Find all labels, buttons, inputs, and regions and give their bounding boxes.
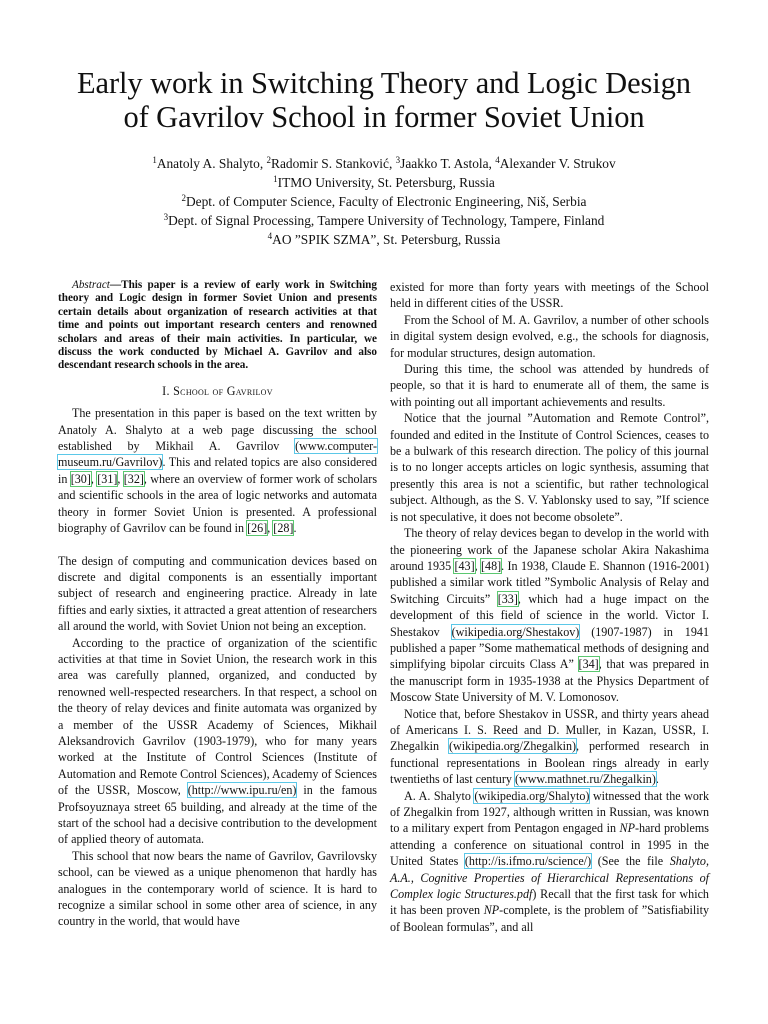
citation-28[interactable]: [28] bbox=[273, 521, 294, 536]
paragraph: Notice that, before Shestakov in USSR, and thirty years ahead of Americans I. S. Reed and D. Muller, in Kazan, USSR, I. Zhegalkin (wikipedia.org/Zhegalkin), performed research in functional representations in Boolean rings already in early twentieths of last century (www.mathnet.ru/Zhegalkin). bbox=[390, 706, 709, 787]
affiliation-4: $^4$AO ”SPIK SZMA”, St. Petersburg, Russia bbox=[267, 231, 501, 247]
citation-34[interactable]: [34] bbox=[578, 657, 599, 672]
citation-30[interactable]: [30] bbox=[70, 471, 91, 486]
citation-32[interactable]: [32] bbox=[123, 471, 144, 486]
citation-43[interactable]: [43] bbox=[454, 558, 475, 573]
paragraph: During this time, the school was attended by hundreds of people, so that it is hard to enumerate all of them, the same is with pointing out all important achievements and results. bbox=[390, 362, 709, 409]
right-column bbox=[390, 279, 709, 935]
paragraph: This school that now bears the name of Gavrilov, Gavrilovsky school, can be viewed as a unique phenomenon that hardly has analogues in the contemporary world of science. It is hard to recognize a similar school in some other area of science, in any country in the world, that would have bbox=[58, 848, 377, 929]
title-line-2: of Gavrilov School in former Soviet Union bbox=[123, 100, 645, 134]
link-ifmo-science[interactable]: (http://is.ifmo.ru/science/) bbox=[464, 854, 592, 869]
section-heading: I. School of Gavrilov bbox=[162, 383, 273, 398]
link-wikipedia-shestakov[interactable]: (wikipedia.org/Shestakov) bbox=[451, 624, 580, 639]
abstract: Abstract—This paper is a review of early work in Switching theory and Logic design in former Soviet Union and presents certain details about organization of research activities at that time and points out important research centers and renowned scholars and areas of their main activities. In particular, we discuss the work conducted by Michael A. Gavrilov and also descendant research schools in the area. bbox=[58, 279, 377, 372]
paragraph-gap bbox=[58, 537, 377, 553]
citation-33[interactable]: [33] bbox=[497, 591, 518, 606]
file-reference: Shalyto, A.A., Cognitive Properties of Hierarchical Representations of Complex logic Structures.pdf bbox=[390, 854, 709, 902]
affiliation-1: $^1$ITMO University, St. Petersburg, Russia bbox=[273, 174, 495, 190]
paper-title bbox=[0, 66, 768, 134]
link-mathnet-zhegalkin[interactable]: (www.mathnet.ru/Zhegalkin) bbox=[514, 772, 656, 787]
math-np: NP bbox=[483, 903, 500, 918]
paragraph: From the School of M. A. Gavrilov, a number of other schools in digital system design evolved, e.g., the schools for diagnosis, for modular structures, design automation. bbox=[390, 312, 709, 360]
affiliation-3: $^3$Dept. of Signal Processing, Tampere University of Technology, Tampere, Finland bbox=[163, 212, 605, 228]
link-wikipedia-zhegalkin[interactable]: (wikipedia.org/Zhegalkin) bbox=[448, 739, 577, 754]
abstract-label: Abstract bbox=[72, 279, 110, 291]
paragraph: A. A. Shalyto (wikipedia.org/Shalyto) witnessed that the work of Zhegalkin from 1927, although written in Russian, was known to a military expert from Pentagon engaged in NP-hard problems attending a conference on situational control in 1995 in the United States (http://is.ifmo.ru/science/) (See the file Shalyto, A.A., Cognitive Properties of Hierarchical Representations of Complex logic Structures.pdf) Recall that the first task for which it has been proven NP-complete, is the problem of ”Satisfiability of Boolean formulas”, and all bbox=[390, 788, 709, 934]
paragraph: According to the practice of organization of the scientific activities at that time in Soviet Union, the research work in this area was carefully planned, organized, and conducted by renowned well-respected researchers. In that respect, a school on the theory of relay devices and finite automata was organized by a member of the USSR Academy of Sciences, Mikhail Aleksandrovich Gavrilov (1903-1979), who for many years worked at the Institute of Control Sciences (Institute of Automation and Remote Control Sciences), Academy of Sciences of the USSR, Moscow, (http://www.ipu.ru/en) in the famous Profsoyuznaya street 65 building, and already at the time of the start of the school had a decisive contribution to the development of applied theory of automata. bbox=[58, 635, 377, 847]
citation-48[interactable]: [48] bbox=[481, 558, 502, 573]
link-computer-museum[interactable]: (www.computer-museum.ru/Gavrilov) bbox=[58, 439, 377, 470]
paragraph: The presentation in this paper is based on the text written by Anatoly A. Shalyto at a web page discussing the school established by Mikhail A. Gavrilov (www.computer-museum.ru/Gavrilov). This and related topics are also considered in [30], [31], [32], where an overview of former work of scholars and scientific schools in the area of logic networks and automata theory in former Soviet Union is presented. A professional biography of Gavrilov can be found in [26], [28]. bbox=[58, 406, 378, 536]
affiliation-2: $^2$Dept. of Computer Science, Faculty of Electronic Engineering, Niš, Serbia bbox=[181, 193, 587, 209]
link-wikipedia-shalyto[interactable]: (wikipedia.org/Shalyto) bbox=[474, 788, 590, 803]
left-column bbox=[58, 279, 377, 930]
paragraph: Notice that the journal ”Automation and Remote Control”, founded and edited in the Institute of Control Sciences, ceases to be a bulwark of this research direction. The policy of this journal is to no longer accepts articles on logic synthesis, assuming that presently this area is not a scientific, but rather technological subject. Although, as the S. V. Yablonsky used to say, ”If science is not speculative, it does not become obsolete”. bbox=[390, 411, 709, 524]
paragraph: The theory of relay devices began to develop in the world with the pioneering work of the Japanese scholar Akira Nakashima around 1935 [43], [48]. In 1938, Claude E. Shannon (1916-2001) published a similar work titled ”Symbolic Analysis of Relay and Switching Circuits” [33], which had a huge impact on the development of this field of science in the world. Victor I. Shestakov (wikipedia.org/Shestakov) (1907-1987) in 1941 published a paper ”Some mathematical methods of designing and simplifying bipolar circuits Class A” [34], that was prepared in the manuscript form in 1935-1938 at the Physics Department of Moscow State University of M. V. Lomonosov. bbox=[390, 526, 709, 705]
author-block bbox=[0, 154, 768, 249]
citation-26[interactable]: [26] bbox=[247, 521, 268, 536]
author-names: $^1$Anatoly A. Shalyto, $^2$Radomir S. Stanković, $^3$Jaakko T. Astola, $^4$Alexander V. Strukov bbox=[152, 155, 616, 171]
title-line-1: Early work in Switching Theory and Logic Design bbox=[77, 66, 691, 100]
paragraph: existed for more than forty years with meetings of the School held in different cities of the USSR. bbox=[390, 280, 709, 311]
citation-31[interactable]: [31] bbox=[97, 471, 118, 486]
link-ipu[interactable]: (http://www.ipu.ru/en) bbox=[187, 783, 297, 798]
paragraph: The design of computing and communication devices based on discrete and digital components is an essentially important subject of research and engineering practice. Already in late fifties and early sixties, it attracted a great attention of researchers all around the world, with Soviet Union not being an exception. bbox=[58, 553, 377, 634]
math-np: NP bbox=[619, 821, 635, 836]
